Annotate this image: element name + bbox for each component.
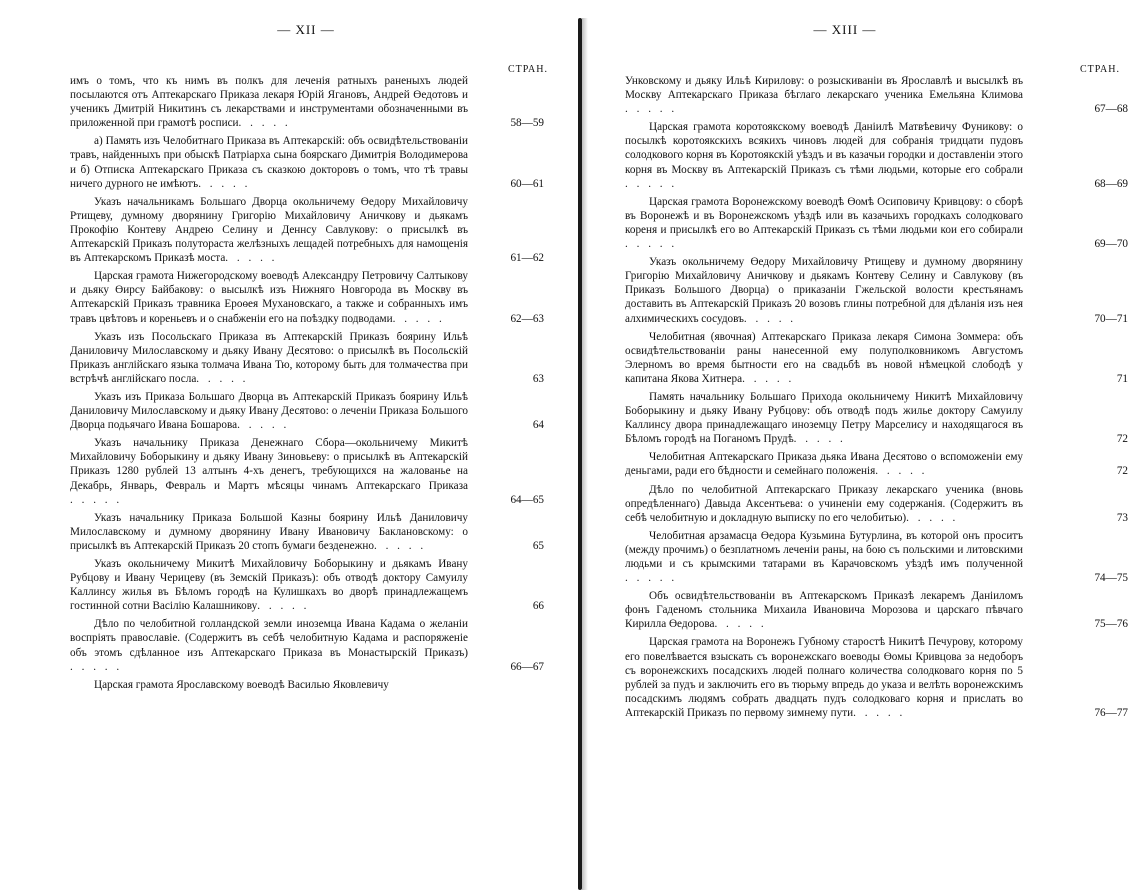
contents-entry bbox=[625, 450, 1128, 478]
entry-text: имъ о томъ, что къ нимъ въ полкъ для леченія ратныхъ раненыхъ людей посылаются отъ Аптекарскаго Приказа лекаря Юрій Ягановъ, Андрей Өедотовъ и ученикъ Дмитрій Никитинъ съ лекарствами и инструментами обозначенными въ приложенной при грамотѣ росписи. . . . . bbox=[70, 75, 468, 130]
entry-text: Царская грамота Ярославскому воеводѣ Василью Яковлевичу bbox=[94, 678, 389, 691]
leader-dots: . . . . . bbox=[625, 238, 678, 251]
right-page bbox=[585, 0, 1140, 896]
contents-entry bbox=[625, 390, 1128, 446]
leader-dots: . . . . . bbox=[257, 600, 310, 613]
leader-dots: . . . . . bbox=[196, 372, 249, 385]
contents-entry bbox=[70, 269, 552, 325]
entry-text: Царская грамота коротоякскому воеводѣ Даніилѣ Матвѣевичу Фуникову: о посылкѣ коротоякскихъ всякихъ чиновъ людей для собранія тридцати пудовъ солодкового корня въ Коротоякскій уѣздъ и въ казачьи городки и доставленіи этого корня въ Москву въ Аптекарскій Приказъ съ тѣми людьми, которые его собрали. . . . . bbox=[625, 121, 1023, 190]
entry-text: Указъ окольничему Өедору Михайловичу Ртищеву и думному дворянину Григорію Михайловичу Аничкову и дьякамъ Контеву Селину и Савлукову (въ Приказъ Большого Дворца) о приказаніи Гжельской волости крестьянамъ доставить въ Аптекарскій Приказъ 20 возовъ глины потребной для дѣланія изъ нея алхимическихъ сосудовъ. . . . . bbox=[625, 256, 1023, 325]
contents-entry bbox=[70, 74, 552, 130]
entry-text: Челобитная Аптекарскаго Приказа дьяка Ивана Десятово о вспоможеніи ему деньгами, ради его бѣдности и семейнаго положенія. . . . . bbox=[625, 451, 1023, 478]
entry-page-range: 63 bbox=[532, 372, 544, 385]
entry-text: Память начальнику Большаго Прихода окольничему Никитѣ Михайловичу Боборыкину и дьяку Ивану Рубцову: объ отводѣ подъ жилье доктору Самуилу Каллинсу двора принадлежащаго иноземцу Петру Марселису и находящагося въ Бѣломъ городѣ на Поганомъ Прудѣ. . . . . bbox=[625, 390, 1023, 446]
leader-dots: . . . . . bbox=[392, 312, 445, 325]
leader-dots: . . . . . bbox=[875, 465, 928, 478]
contents-entry bbox=[625, 74, 1128, 116]
contents-entry bbox=[70, 436, 552, 506]
leader-dots: . . . . . bbox=[225, 252, 278, 265]
entry-text: Челобитная (явочная) Аптекарскаго Приказа лекаря Симона Зоммера: объ освидѣтельствованіи раны нанесенной ему полуполковникомъ Августомъ Элерномъ во время бытности его на свадьбѣ въ новой нѣмецкой слободѣ у капитана Якова Хитнера. . . . . bbox=[625, 330, 1023, 385]
entry-page-range: 71 bbox=[1116, 372, 1128, 385]
entry-text: Указъ изъ Посольскаго Приказа въ Аптекарскій Приказъ боярину Ильѣ Даниловичу Милославскому и дьяку Ивану Десятово: о присылкѣ въ Посольскій Приказъ англійскаго языка толмача Ивана Тю, которому быть для толмачества при встрѣчѣ англійскаго посла. . . . . bbox=[70, 330, 468, 385]
contents-entry bbox=[625, 120, 1128, 190]
entry-page-range: 70—71 bbox=[1094, 312, 1128, 325]
entry-text: Царская грамота на Воронежъ Губному старостѣ Никитѣ Печурову, которому его повелѣвается взыскать съ воронежскаго воеводы Өомы Кривцова за недоборъ съ воронежскихъ посадскихъ людей полнаго количества солодковаго корня по 5 рублей за пудъ и заключить его въ тюрьму впредь до указа и велѣть воронежскимъ посадскимъ людямъ собрать двадцать пудъ солодковаго корня и прислать во Аптекарскій Приказъ по первому зимнему пути. . . . . bbox=[625, 636, 1023, 719]
contents-entry bbox=[625, 330, 1128, 386]
entry-page-range: 62—63 bbox=[510, 312, 544, 325]
leader-dots: . . . . . bbox=[238, 117, 291, 130]
entry-text: Указъ окольничему Микитѣ Михайловичу Боборыкину и дьякамъ Ивану Рубцову и Ивану Черицеву (въ Земскій Приказъ): объ отводѣ доктору Самуилу Каллинсу жилья въ Бѣломъ городѣ на Кулишкахъ во дворѣ принадлежащемъ гостинной сотни Васілію Калашникову. . . . . bbox=[70, 558, 468, 613]
entry-page-range: 67—68 bbox=[1094, 103, 1128, 116]
leader-dots: . . . . . bbox=[237, 419, 290, 432]
contents-list bbox=[625, 74, 1128, 724]
entry-page-range: 76—77 bbox=[1094, 706, 1128, 719]
contents-entry bbox=[625, 195, 1128, 251]
contents-entry bbox=[70, 134, 552, 190]
entry-text: Объ освидѣтельствованіи въ Аптекарскомъ Приказѣ лекаремъ Даніиломъ фонъ Гаденомъ стольника Михаила Ивановича Морозова и царскаго пѣвчаго Кирилла Өедорова. . . . . bbox=[625, 590, 1023, 631]
entry-text: Указъ изъ Приказа Большаго Дворца въ Аптекарскій Приказъ боярину Ильѣ Даниловичу Милославскому и дьяку Ивану Десятово: о леченіи Приказа Большого Дворца подьячаго Ивана Бошарова. . . . . bbox=[70, 390, 468, 432]
leader-dots: . . . . . bbox=[625, 103, 678, 116]
entry-text: а) Память изъ Челобитнаго Приказа въ Аптекарскій: объ освидѣтельствованіи травъ, найденныхъ при обыскѣ Патріарха сына боярскаго Димитрія Володимерова и б) Отписка Аптекарскаго Приказа съ сказкою докторовъ о томъ, что тѣ травы ничего дурного не имѣютъ. . . . . bbox=[70, 135, 468, 190]
entry-page-range: 69—70 bbox=[1094, 238, 1128, 251]
contents-entry bbox=[625, 255, 1128, 325]
leader-dots: . . . . . bbox=[743, 312, 797, 325]
contents-list bbox=[70, 74, 552, 696]
entry-page-range: 73 bbox=[1116, 511, 1128, 524]
leader-dots: . . . . . bbox=[853, 706, 906, 719]
entry-text: Указъ начальникамъ Большаго Дворца окольничему Өедору Михайловичу Ртищеву, думному дворянину Григорію Михайловичу Аничкову и дьякамъ Прокофію Контеву Андрею Селину и Деннсу Савлукову: о присылкѣ въ Аптекарскій Приказъ полутораста желѣзныхъ лещадей потребныхъ для намощенія въ Аптекарскомъ Приказѣ моста. . . . . bbox=[70, 195, 468, 265]
contents-entry bbox=[625, 483, 1128, 525]
entry-text: Челобитная арзамасца Өедора Кузьмина Бутурлина, въ которой онъ проситъ (между прочимъ) о безплатномъ леченіи раны, на бою съ польскими и литовскими людьми и съ крымскими татарами въ Карачовскомъ уѣздѣ имъ полученной. . . . . bbox=[625, 529, 1023, 585]
contents-entry bbox=[625, 635, 1128, 720]
contents-entry bbox=[625, 529, 1128, 585]
entry-page-range: 64—65 bbox=[510, 493, 544, 506]
entry-text: Дѣло по челобитной голландской земли иноземца Ивана Кадама о желаніи воспріять православіе. (Содержитъ въ себѣ челобитную Кадама и распоряженіе объ этомъ сдѣланное изъ Аптекарскаго Приказа въ Монастырскій Приказъ). . . . . bbox=[70, 618, 468, 673]
entry-text: Дѣло по челобитной Аптекарскаго Приказу лекарскаго ученика (вновь опредѣленнаго) Давыда Аксентьева: о учиненіи ему содержанія. (Содержитъ въ себѣ челобитную и докладную выписку по его челобитью). . . . . bbox=[625, 483, 1023, 524]
contents-entry bbox=[70, 195, 552, 265]
entry-text: Унковскому и дьяку Ильѣ Кирилову: о розыскиваніи въ Ярославлѣ и высылкѣ въ Москву Аптекарскаго Приказа бѣглаго лекарскаго ученика Емельяна Климова. . . . . bbox=[625, 75, 1023, 116]
entry-text: Указъ начальнику Приказа Денежнаго Сбора—окольничему Микитѣ Михайловичу Боборыкину и дьяку Ивану Зиновьеву: о присылкѣ въ Аптекарскій Приказъ 1280 рублей 13 алтынъ 4-хъ денегъ, требующихся на жалованье на Декабрь, Январь, Февраль и Мартъ мѣсяцы чинамъ Аптекарскаго Приказа. . . . . bbox=[70, 437, 468, 506]
contents-entry bbox=[70, 511, 552, 553]
leader-dots: . . . . . bbox=[70, 493, 123, 506]
entry-page-range: 61—62 bbox=[510, 252, 544, 265]
entry-text: Царская грамота Нижегородскому воеводѣ Александру Петровичу Салтыкову и дьяку Өирсу Байбакову: о высылкѣ изъ Нижняго Новгорода въ Москву въ Аптекарскій Приказъ травника Ероөея Мухановскаго, а также и собранныхъ имъ травъ цвѣтовъ и кореньевъ и о снабженіи его на поѣздку подводами. . . . . bbox=[70, 270, 468, 325]
leader-dots: . . . . . bbox=[793, 433, 846, 446]
entry-page-range: 68—69 bbox=[1094, 177, 1128, 190]
contents-entry bbox=[70, 617, 552, 673]
leader-dots: . . . . . bbox=[742, 372, 795, 385]
leader-dots: . . . . . bbox=[625, 177, 678, 190]
entry-page-range: 72 bbox=[1116, 465, 1128, 478]
contents-entry bbox=[70, 678, 552, 692]
leader-dots: . . . . . bbox=[70, 660, 123, 673]
entry-text: Указъ начальнику Приказа Большой Казны боярину Ильѣ Даниловичу Милославскому и думному дворянину Ивану Ивановичу Баклановскому: о присылкѣ въ Аптекарскій Приказъ 20 стопъ бумаги безденежно. . . . . bbox=[70, 511, 468, 552]
leader-dots: . . . . . bbox=[714, 618, 767, 631]
page-number: — XII — bbox=[277, 22, 335, 37]
entry-page-range: 74—75 bbox=[1094, 572, 1128, 585]
contents-entry bbox=[70, 390, 552, 432]
entry-page-range: 58—59 bbox=[510, 117, 544, 130]
leader-dots: . . . . . bbox=[373, 539, 427, 552]
entry-text: Царская грамота Воронежскому воеводѣ Өомѣ Осиповичу Кривцову: о сборѣ въ Воронежѣ и въ Воронежскомъ уѣздѣ или въ казачьихъ городкахъ солодковаго кореня и присылкѣ его во Аптекарскій Приказъ съ тѣми людьми кои его собирали. . . . . bbox=[625, 195, 1023, 251]
pages-column-header: СТРАН. bbox=[1080, 64, 1121, 75]
contents-entry bbox=[70, 557, 552, 613]
leader-dots: . . . . . bbox=[625, 572, 678, 585]
leader-dots: . . . . . bbox=[906, 511, 959, 524]
pages-column-header: СТРАН. bbox=[508, 64, 549, 75]
entry-page-range: 64 bbox=[532, 419, 544, 432]
entry-page-range: 60—61 bbox=[510, 177, 544, 190]
entry-page-range: 75—76 bbox=[1094, 618, 1128, 631]
entry-page-range: 72 bbox=[1116, 433, 1128, 446]
contents-entry bbox=[625, 589, 1128, 631]
leader-dots: . . . . . bbox=[198, 177, 251, 190]
entry-page-range: 66—67 bbox=[510, 660, 544, 673]
entry-page-range: 66 bbox=[532, 600, 544, 613]
contents-entry bbox=[70, 330, 552, 386]
entry-page-range: 65 bbox=[532, 539, 544, 552]
page-number: — XIII — bbox=[813, 22, 877, 37]
